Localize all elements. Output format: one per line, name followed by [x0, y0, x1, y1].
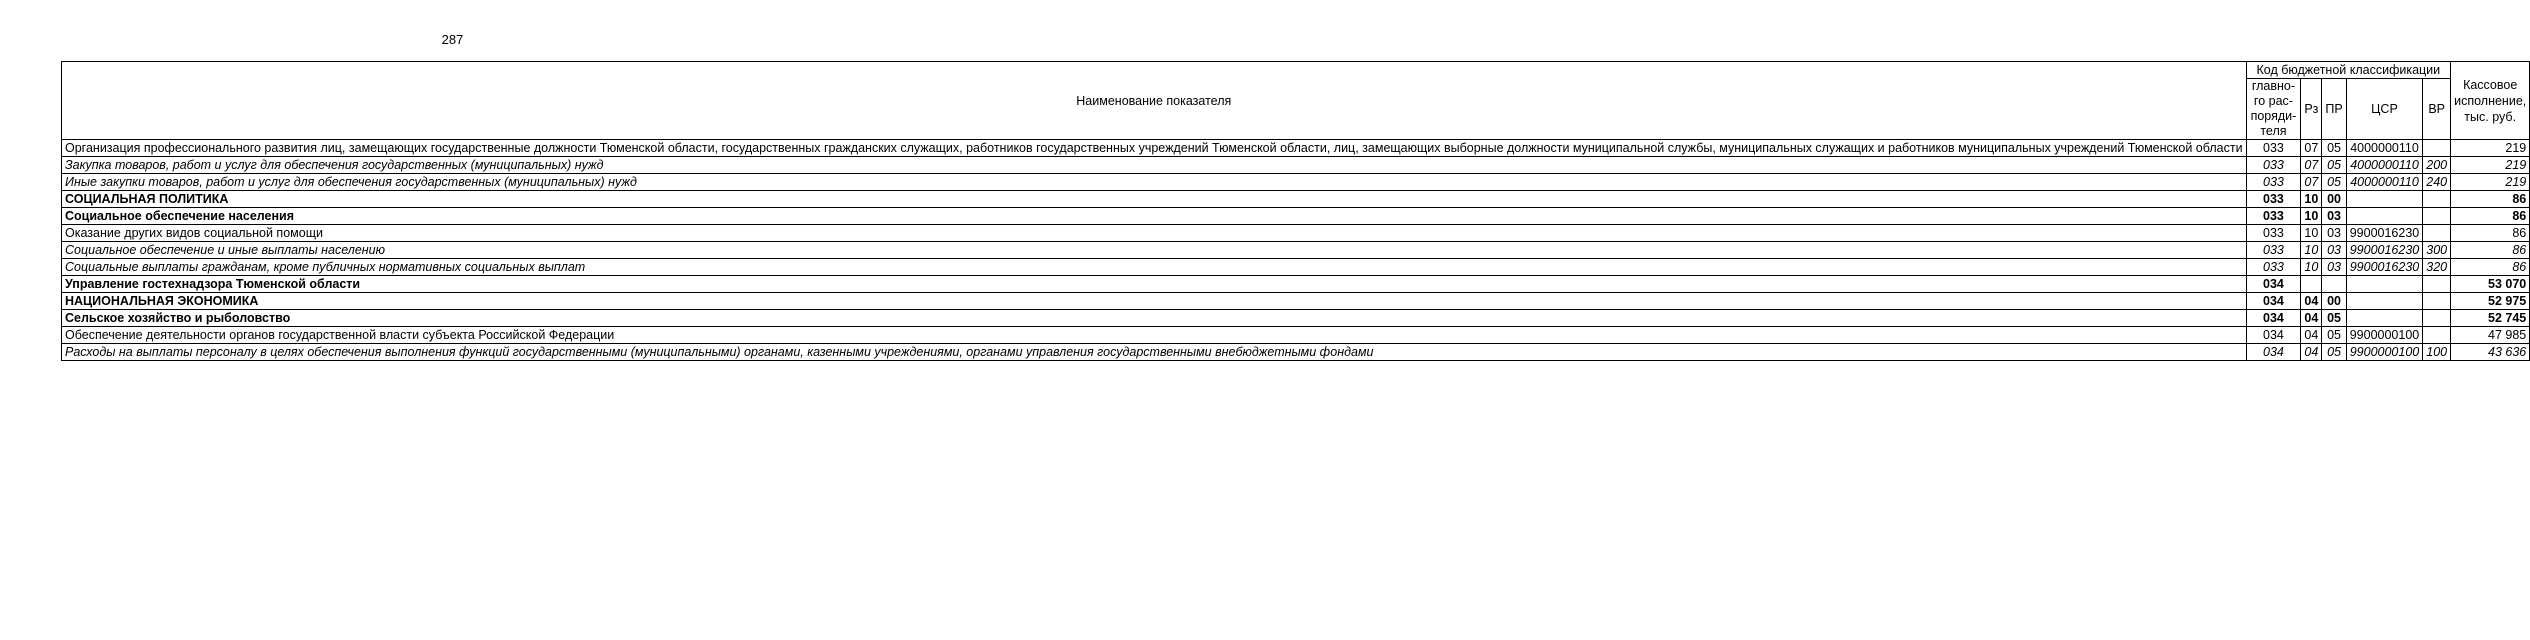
- cell-vr: 300: [2423, 242, 2451, 259]
- cell-pr: 05: [2322, 174, 2346, 191]
- cell-csr: 9900016230: [2346, 259, 2423, 276]
- cell-vr: [2423, 208, 2451, 225]
- cell-admin: 033: [2246, 208, 2301, 225]
- cell-rz: 10: [2301, 225, 2322, 242]
- cell-amount: 86: [2451, 208, 2530, 225]
- cell-vr: 240: [2423, 174, 2451, 191]
- cell-csr: 4000000110: [2346, 140, 2423, 157]
- cell-rz: 04: [2301, 293, 2322, 310]
- cell-name: Организация профессионального развития лиц, замещающих государственные должности Тюменской области, государственных гражданских служащих, работников государственных учреждений Тюменской области, лиц, замещающих выборные должности муниципальной службы, муниципальных служащих и работников муниципальных учреждений Тюменской области: [62, 140, 2247, 157]
- cell-name: НАЦИОНАЛЬНАЯ ЭКОНОМИКА: [62, 293, 2247, 310]
- cell-rz: 10: [2301, 191, 2322, 208]
- table-row: [62, 327, 2530, 344]
- table-row: [62, 208, 2530, 225]
- cell-rz: [2301, 276, 2322, 293]
- cell-csr: [2346, 276, 2423, 293]
- table-row: [62, 259, 2530, 276]
- header-name: Наименование показателя: [62, 62, 2247, 140]
- table-row: [62, 140, 2530, 157]
- cell-vr: 320: [2423, 259, 2451, 276]
- header-row-1: [62, 62, 2530, 79]
- cell-pr: 03: [2322, 242, 2346, 259]
- table-row: [62, 276, 2530, 293]
- cell-csr: 9900000100: [2346, 327, 2423, 344]
- cell-name: Обеспечение деятельности органов государственной власти субъекта Российской Федерации: [62, 327, 2247, 344]
- cell-rz: 04: [2301, 310, 2322, 327]
- cell-amount: 86: [2451, 191, 2530, 208]
- header-pr: ПР: [2322, 79, 2346, 140]
- header-amount: Кассовое исполнение, тыс. руб.: [2451, 62, 2530, 140]
- cell-rz: 07: [2301, 174, 2322, 191]
- cell-amount: 52 975: [2451, 293, 2530, 310]
- cell-vr: [2423, 327, 2451, 344]
- cell-pr: 05: [2322, 344, 2346, 361]
- cell-name: Иные закупки товаров, работ и услуг для обеспечения государственных (муниципальных) нужд: [62, 174, 2247, 191]
- cell-vr: [2423, 191, 2451, 208]
- cell-admin: 033: [2246, 242, 2301, 259]
- cell-amount: 219: [2451, 174, 2530, 191]
- cell-amount: 219: [2451, 157, 2530, 174]
- budget-table: [61, 61, 2530, 361]
- cell-admin: 033: [2246, 157, 2301, 174]
- cell-vr: [2423, 140, 2451, 157]
- cell-csr: 4000000110: [2346, 157, 2423, 174]
- cell-vr: [2423, 276, 2451, 293]
- cell-admin: 034: [2246, 327, 2301, 344]
- cell-pr: 03: [2322, 208, 2346, 225]
- cell-csr: [2346, 191, 2423, 208]
- table-row: [62, 344, 2530, 361]
- cell-name: СОЦИАЛЬНАЯ ПОЛИТИКА: [62, 191, 2247, 208]
- header-rz: Рз: [2301, 79, 2322, 140]
- table-row: [62, 225, 2530, 242]
- header-csr: ЦСР: [2346, 79, 2423, 140]
- cell-admin: 034: [2246, 344, 2301, 361]
- table-row: [62, 242, 2530, 259]
- cell-admin: 033: [2246, 225, 2301, 242]
- table-row: [62, 310, 2530, 327]
- cell-vr: [2423, 310, 2451, 327]
- table-body: [62, 140, 2530, 361]
- cell-admin: 033: [2246, 174, 2301, 191]
- header-code-group: Код бюджетной классификации: [2246, 62, 2451, 79]
- table-row: [62, 293, 2530, 310]
- cell-pr: 03: [2322, 259, 2346, 276]
- cell-pr: [2322, 276, 2346, 293]
- page-number: 287: [441, 32, 464, 47]
- cell-pr: 05: [2322, 157, 2346, 174]
- cell-name: Социальное обеспечение и иные выплаты населению: [62, 242, 2247, 259]
- cell-amount: 86: [2451, 225, 2530, 242]
- cell-csr: [2346, 293, 2423, 310]
- cell-admin: 033: [2246, 259, 2301, 276]
- cell-pr: 05: [2322, 140, 2346, 157]
- cell-rz: 10: [2301, 259, 2322, 276]
- cell-pr: 00: [2322, 293, 2346, 310]
- cell-pr: 03: [2322, 225, 2346, 242]
- cell-admin: 034: [2246, 293, 2301, 310]
- cell-csr: [2346, 208, 2423, 225]
- cell-name: Закупка товаров, работ и услуг для обеспечения государственных (муниципальных) нужд: [62, 157, 2247, 174]
- cell-amount: 47 985: [2451, 327, 2530, 344]
- header-vr: ВР: [2423, 79, 2451, 140]
- cell-vr: 100: [2423, 344, 2451, 361]
- cell-name: Социальное обеспечение населения: [62, 208, 2247, 225]
- cell-admin: 033: [2246, 140, 2301, 157]
- cell-name: Расходы на выплаты персоналу в целях обеспечения выполнения функций государственными (муниципальными) органами, казенными учреждениями, органами управления государственными внебюджетными фондами: [62, 344, 2247, 361]
- cell-vr: [2423, 225, 2451, 242]
- cell-name: Социальные выплаты гражданам, кроме публичных нормативных социальных выплат: [62, 259, 2247, 276]
- cell-admin: 033: [2246, 191, 2301, 208]
- cell-amount: 86: [2451, 259, 2530, 276]
- cell-csr: 9900000100: [2346, 344, 2423, 361]
- cell-admin: 034: [2246, 276, 2301, 293]
- table-row: [62, 174, 2530, 191]
- cell-csr: 9900016230: [2346, 225, 2423, 242]
- cell-admin: 034: [2246, 310, 2301, 327]
- cell-rz: 07: [2301, 140, 2322, 157]
- cell-csr: 4000000110: [2346, 174, 2423, 191]
- cell-vr: [2423, 293, 2451, 310]
- cell-csr: [2346, 310, 2423, 327]
- cell-csr: 9900016230: [2346, 242, 2423, 259]
- cell-vr: 200: [2423, 157, 2451, 174]
- cell-pr: 05: [2322, 310, 2346, 327]
- cell-amount: 43 636: [2451, 344, 2530, 361]
- cell-rz: 04: [2301, 344, 2322, 361]
- cell-pr: 00: [2322, 191, 2346, 208]
- cell-rz: 04: [2301, 327, 2322, 344]
- cell-rz: 07: [2301, 157, 2322, 174]
- cell-name: Сельское хозяйство и рыболовство: [62, 310, 2247, 327]
- cell-rz: 10: [2301, 208, 2322, 225]
- cell-amount: 52 745: [2451, 310, 2530, 327]
- cell-amount: 86: [2451, 242, 2530, 259]
- cell-amount: 219: [2451, 140, 2530, 157]
- cell-name: Управление гостехнадзора Тюменской области: [62, 276, 2247, 293]
- cell-name: Оказание других видов социальной помощи: [62, 225, 2247, 242]
- table-row: [62, 157, 2530, 174]
- table-row: [62, 191, 2530, 208]
- cell-amount: 53 070: [2451, 276, 2530, 293]
- cell-pr: 05: [2322, 327, 2346, 344]
- cell-rz: 10: [2301, 242, 2322, 259]
- header-admin: главно-го рас-поряди-теля: [2246, 79, 2301, 140]
